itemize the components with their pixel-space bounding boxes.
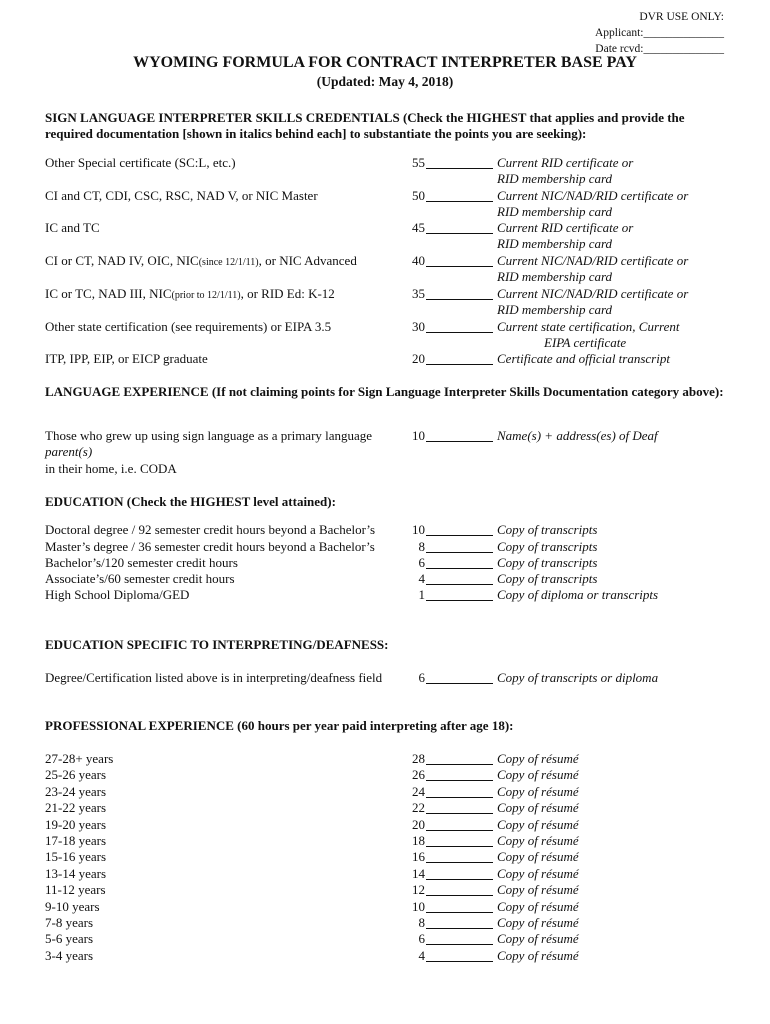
skills-points: 45 — [412, 220, 425, 235]
skills-row — [0, 253, 770, 284]
language-label-line2: in their home, i.e. CODA — [45, 461, 177, 476]
points-blank[interactable] — [426, 950, 493, 962]
skills-doc: Current NIC/NAD/RID certificate or — [497, 188, 689, 203]
skills-doc-line2: EIPA certificate — [544, 335, 627, 350]
professional-doc: Copy of résumé — [497, 783, 579, 799]
professional-points: 24 — [412, 783, 425, 799]
language-points: 10 — [412, 428, 425, 443]
skills-doc-line2: RID membership card — [497, 236, 613, 251]
education-points: 8 — [418, 539, 425, 554]
education-label: Master’s degree / 36 semester credit hours beyond a Bachelor’s — [45, 539, 375, 554]
language-doc: Name(s) + address(es) of Deaf — [497, 428, 658, 443]
professional-label: 13-14 years — [45, 865, 107, 881]
points-blank[interactable] — [426, 255, 493, 267]
skills-doc: Current RID certificate or — [497, 220, 634, 235]
skills-label-a: IC or TC, NAD III, NIC — [45, 286, 172, 301]
professional-points: 18 — [412, 833, 425, 848]
education-points: 1 — [418, 587, 425, 602]
professional-points: 28 — [412, 751, 425, 766]
skills-heading: SIGN LANGUAGE INTERPRETER SKILLS CREDENTIALS (Check the HIGHEST that applies and provide the required documentation [shown in italics behind each] to substantiate the points you are seeking): — [45, 110, 685, 141]
professional-doc: Copy of résumé — [497, 751, 579, 766]
education-row — [0, 587, 770, 603]
points-blank[interactable] — [426, 288, 493, 300]
skills-doc-line2: RID membership card — [497, 302, 613, 317]
skills-label-b: , or NIC Advanced — [258, 253, 357, 268]
professional-row — [0, 833, 770, 849]
skills-label: ITP, IPP, EIP, or EICP graduate — [45, 351, 208, 366]
professional-label: 25-26 years — [45, 767, 107, 783]
points-blank[interactable] — [426, 851, 493, 863]
skills-points: 20 — [412, 351, 425, 366]
skills-doc-line2: RID membership card — [497, 269, 613, 284]
education-doc: Copy of transcripts — [497, 571, 598, 586]
professional-row — [0, 948, 770, 964]
points-blank[interactable] — [426, 524, 493, 536]
points-blank[interactable] — [426, 917, 493, 929]
specific-row — [0, 670, 770, 686]
points-blank[interactable] — [426, 933, 493, 945]
skills-label — [45, 286, 335, 304]
skills-row — [0, 220, 770, 251]
education-row — [0, 539, 770, 555]
professional-doc: Copy of résumé — [497, 931, 579, 947]
education-doc: Copy of diploma or transcripts — [497, 587, 659, 602]
skills-row — [0, 319, 770, 350]
professional-row — [0, 882, 770, 898]
points-blank[interactable] — [426, 573, 493, 585]
professional-label: 15-16 years — [45, 849, 107, 865]
points-blank[interactable] — [426, 541, 493, 553]
skills-label-a: CI or CT, NAD IV, OIC, NIC — [45, 253, 199, 268]
professional-label: 3-4 years — [45, 947, 94, 963]
points-blank[interactable] — [426, 190, 493, 202]
professional-points: 26 — [412, 767, 425, 783]
specific-points: 6 — [418, 670, 425, 685]
skills-label: IC and TC — [45, 220, 100, 235]
professional-row — [0, 931, 770, 947]
language-label: Those who grew up using sign language as a primary language — [45, 428, 373, 443]
education-doc: Copy of transcripts — [497, 539, 598, 554]
professional-row — [0, 767, 770, 783]
professional-label: 19-20 years — [45, 816, 107, 832]
skills-label-b: , or RID Ed: K-12 — [240, 286, 335, 301]
skills-points: 55 — [412, 155, 425, 170]
skills-doc: Current state certification, Current — [497, 319, 680, 334]
points-blank[interactable] — [426, 868, 493, 880]
professional-row — [0, 817, 770, 833]
professional-label: 17-18 years — [45, 833, 107, 848]
skills-row — [0, 155, 770, 186]
applicant-field[interactable]: Applicant:______________ — [594, 27, 724, 39]
skills-row — [0, 188, 770, 219]
points-blank[interactable] — [426, 353, 493, 365]
updated-date: (Updated: May 4, 2018) — [316, 74, 454, 89]
education-points: 10 — [412, 522, 425, 537]
education-doc: Copy of transcripts — [497, 522, 598, 537]
skills-label: Other Special certificate (SC:L, etc.) — [45, 155, 236, 170]
points-blank[interactable] — [426, 321, 493, 333]
professional-points: 20 — [412, 816, 425, 832]
professional-label: 5-6 years — [45, 931, 94, 947]
points-blank[interactable] — [426, 672, 493, 684]
points-blank[interactable] — [426, 557, 493, 569]
professional-heading: PROFESSIONAL EXPERIENCE (60 hours per year paid interpreting after age 18): — [45, 718, 514, 733]
education-label: High School Diploma/GED — [45, 587, 190, 602]
specific-heading: EDUCATION SPECIFIC TO INTERPRETING/DEAFNESS: — [45, 637, 389, 652]
professional-doc: Copy of résumé — [497, 833, 579, 848]
professional-doc: Copy of résumé — [497, 865, 579, 881]
professional-row — [0, 849, 770, 865]
professional-doc: Copy of résumé — [497, 767, 579, 783]
professional-row — [0, 751, 770, 767]
skills-points: 50 — [412, 188, 425, 203]
professional-label: 11-12 years — [45, 882, 106, 898]
skills-doc-line2: RID membership card — [497, 204, 613, 219]
points-blank[interactable] — [426, 222, 493, 234]
language-heading: LANGUAGE EXPERIENCE (If not claiming points for Sign Language Interpreter Skills Documentation category above): — [45, 384, 724, 399]
education-doc: Copy of transcripts — [497, 555, 598, 570]
skills-row — [0, 286, 770, 317]
skills-label — [45, 253, 357, 271]
education-label: Doctoral degree / 92 semester credit hours beyond a Bachelor’s — [45, 522, 376, 537]
professional-points: 4 — [418, 947, 425, 963]
professional-doc: Copy of résumé — [497, 915, 579, 930]
professional-doc: Copy of résumé — [497, 849, 579, 865]
skills-points: 40 — [412, 253, 425, 268]
professional-doc: Copy of résumé — [497, 898, 579, 914]
points-blank[interactable] — [426, 786, 493, 798]
skills-label-note: (prior to 12/1/11) — [171, 290, 241, 301]
professional-points: 12 — [412, 882, 425, 898]
professional-label: 7-8 years — [45, 915, 94, 930]
points-blank[interactable] — [426, 835, 493, 847]
skills-label-note: (since 12/1/11) — [198, 257, 259, 268]
page-title: WYOMING FORMULA FOR CONTRACT INTERPRETER BASE PAY — [133, 54, 637, 71]
skills-doc: Certificate and official transcript — [497, 351, 670, 366]
skills-label: CI and CT, CDI, CSC, RSC, NAD V, or NIC Master — [45, 188, 318, 203]
education-row — [0, 522, 770, 538]
professional-doc: Copy of résumé — [497, 882, 579, 898]
skills-doc: Current RID certificate or — [497, 155, 634, 170]
points-blank[interactable] — [426, 884, 493, 896]
education-heading: EDUCATION (Check the HIGHEST level attained): — [45, 494, 336, 509]
education-label: Associate’s/60 semester credit hours — [45, 571, 235, 586]
skills-row — [0, 351, 770, 367]
professional-row — [0, 800, 770, 816]
professional-points: 14 — [412, 865, 425, 881]
professional-row — [0, 784, 770, 800]
professional-doc: Copy of résumé — [497, 947, 579, 963]
education-row — [0, 571, 770, 587]
specific-label: Degree/Certification listed above is in interpreting/deafness field — [45, 670, 383, 685]
points-blank[interactable] — [426, 589, 493, 601]
professional-label: 9-10 years — [45, 898, 100, 914]
professional-points: 6 — [418, 931, 425, 947]
education-label: Bachelor’s/120 semester credit hours — [45, 555, 238, 570]
professional-row — [0, 866, 770, 882]
professional-doc: Copy of résumé — [497, 816, 579, 832]
professional-doc: Copy of résumé — [497, 800, 579, 816]
professional-points: 8 — [418, 915, 425, 930]
skills-doc: Current NIC/NAD/RID certificate or — [497, 286, 689, 301]
points-blank[interactable] — [426, 819, 493, 831]
professional-label: 23-24 years — [45, 783, 107, 799]
professional-row — [0, 915, 770, 931]
skills-points: 35 — [412, 286, 425, 301]
skills-label: Other state certification (see requirements) or EIPA 3.5 — [45, 319, 332, 334]
professional-points: 16 — [412, 849, 425, 865]
education-points: 4 — [418, 571, 425, 586]
points-blank[interactable] — [426, 430, 493, 442]
points-blank[interactable] — [426, 802, 493, 814]
points-blank[interactable] — [426, 157, 493, 169]
professional-row — [0, 899, 770, 915]
language-row — [0, 428, 770, 444]
professional-label: 21-22 years — [45, 800, 107, 816]
education-row — [0, 555, 770, 571]
specific-doc: Copy of transcripts or diploma — [497, 670, 659, 685]
points-blank[interactable] — [426, 901, 493, 913]
date-received-field[interactable]: Date rcvd:______________ — [595, 43, 724, 55]
education-points: 6 — [418, 555, 425, 570]
language-doc-line2: parent(s) — [45, 444, 93, 459]
dvr-use-only-label: DVR USE ONLY: — [639, 11, 724, 23]
professional-points: 10 — [412, 898, 425, 914]
professional-label: 27-28+ years — [45, 751, 114, 766]
skills-doc-line2: RID membership card — [497, 171, 613, 186]
professional-points: 22 — [412, 800, 425, 816]
points-blank[interactable] — [426, 769, 493, 781]
skills-doc: Current NIC/NAD/RID certificate or — [497, 253, 689, 268]
skills-points: 30 — [412, 319, 425, 334]
points-blank[interactable] — [426, 753, 493, 765]
